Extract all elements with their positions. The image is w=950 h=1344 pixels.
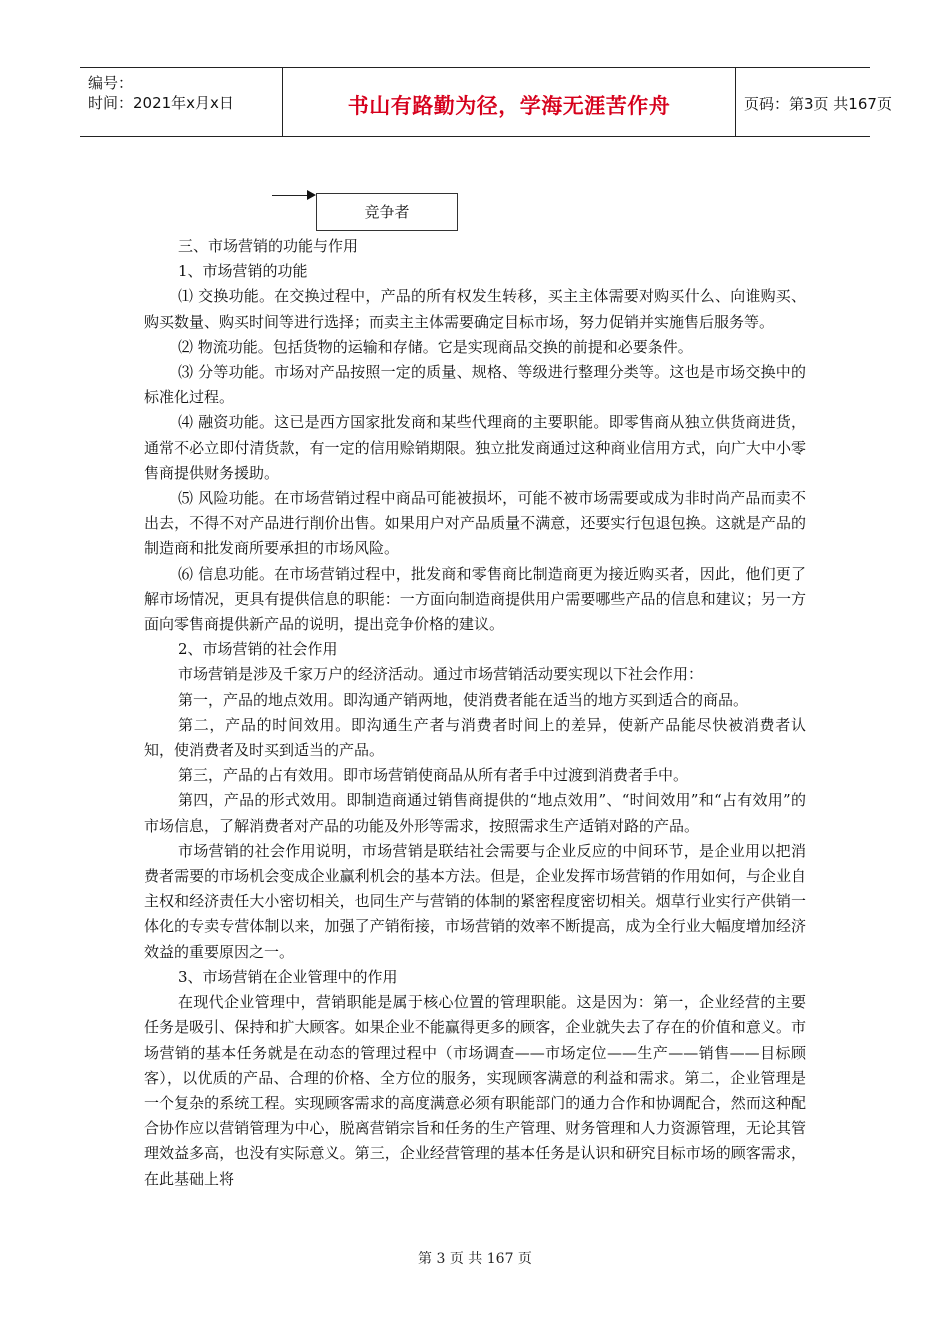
body-paragraph: ⑴ 交换功能。在交换过程中，产品的所有权发生转移，买主主体需要对购买什么、向谁购买、购买数量、购买时间等进行选择；而卖主主体需要确定目标市场，努力促销并实施售后服务等。	[144, 287, 806, 331]
body-paragraph: ⑶ 分等功能。市场对产品按照一定的质量、规格、等级进行整理分类等。这也是市场交换中的标准化过程。	[144, 363, 806, 407]
body-paragraph: 在现代企业管理中，营销职能是属于核心位置的管理职能。这是因为：第一，企业经营的主要任务是吸引、保持和扩大顾客。如果企业不能赢得更多的顾客，企业就失去了存在的价值和意义。市场营销的基本任务就是在动态的管理过程中（市场调查——市场定位——生产——销售——目标顾客），以优质的产品、合理的价格、全方位的服务，实现顾客满意的利益和需求。第二，企业管理是一个复杂的系统工程。实现顾客需求的高度满意必须有职能部门的通力合作和协调配合，然而这种配合协作应以营销管理为中心，脱离营销宗旨和任务的生产管理、财务管理和人力资源管理，无论其管理效益多高，也没有实际意义。第三，企业经营管理的基本任务是认识和研究目标市场的顾客需求，在此基础上将	[144, 993, 806, 1188]
header-table	[80, 67, 892, 137]
body-paragraph: ⑷ 融资功能。这已是西方国家批发商和某些代理商的主要职能。即零售商从独立供货商进货，通常不必立即付清货款，有一定的信用赊销期限。独立批发商通过这种商业信用方式，向广大中小零售商提供财务援助。	[144, 413, 806, 482]
subsection-heading: 2、市场营销的社会作用	[178, 640, 338, 659]
header-meta-cell	[80, 68, 283, 136]
header-page-cell	[736, 68, 892, 136]
section-heading: 三、市场营销的功能与作用	[178, 237, 359, 255]
header-motto: 书山有路勤为径，学海无涯苦作舟	[347, 94, 671, 118]
body-paragraph: 第一，产品的地点效用。即沟通产销两地，使消费者能在适当的地方买到适合的商品。	[178, 690, 749, 709]
header-page-number: 页码：第3页 共167页	[744, 95, 892, 113]
body-paragraph: ⑵ 物流功能。包括货物的运输和存储。它是实现商品交换的前提和必要条件。	[178, 337, 693, 356]
document-date-label: 时间：2021年x月x日	[88, 94, 234, 112]
body-paragraph: 第三，产品的占有效用。即市场营销使商品从所有者手中过渡到消费者手中。	[178, 766, 689, 785]
body-paragraph: 市场营销是涉及千家万户的经济活动。通过市场营销活动要实现以下社会作用：	[178, 665, 704, 684]
body-paragraph: 第二，产品的时间效用。即沟通生产者与消费者时间上的差异，使新产品能尽快被消费者认知，使消费者及时买到适当的产品。	[144, 715, 806, 760]
document-number-label: 编号：	[88, 74, 134, 92]
diagram-competitor-box: 竞争者	[316, 193, 458, 231]
body-paragraph: 第四，产品的形式效用。即制造商通过销售商提供的“地点效用”、“时间效用”和“占有效用”的市场信息，了解消费者对产品的功能及外形等需求，按照需求生产适销对路的产品。	[144, 791, 806, 835]
subsection-heading: 3、市场营销在企业管理中的作用	[178, 967, 398, 986]
body-paragraph: ⑹ 信息功能。在市场营销过程中，批发商和零售商比制造商更为接近购买者，因此，他们更了解市场情况，更具有提供信息的职能：一方面向制造商提供用户需要哪些产品的信息和建议；另一方面向零售商提供新产品的说明，提出竞争价格的建议。	[144, 564, 806, 634]
document-body	[144, 234, 806, 1192]
body-paragraph: 市场营销的社会作用说明，市场营销是联结社会需要与企业反应的中间环节，是企业用以把消费者需要的市场机会变成企业赢利机会的基本方法。但是，企业发挥市场营销的作用如何，与企业自主权和经济责任大小密切相关，也同生产与营销的体制的紧密程度密切相关。烟草行业实行产供销一体化的专卖专营体制以来，加强了产销衔接，市场营销的效率不断提高，成为全行业大幅度增加经济效益的重要原因之一。	[144, 841, 806, 961]
diagram-arrow-head-icon	[307, 190, 316, 200]
subsection-heading: 1、市场营销的功能	[178, 262, 308, 281]
body-paragraph: ⑸ 风险功能。在市场营销过程中商品可能被损坏，可能不被市场需要或成为非时尚产品而卖不出去，不得不对产品进行削价出售。如果用户对产品质量不满意，还要实行包退包换。这就是产品的制造商和批发商所要承担的市场风险。	[144, 489, 806, 558]
diagram-arrow-line	[272, 195, 308, 196]
footer-page-number: 第 3 页 共 167 页	[418, 1251, 532, 1267]
header-motto-cell	[283, 68, 736, 136]
